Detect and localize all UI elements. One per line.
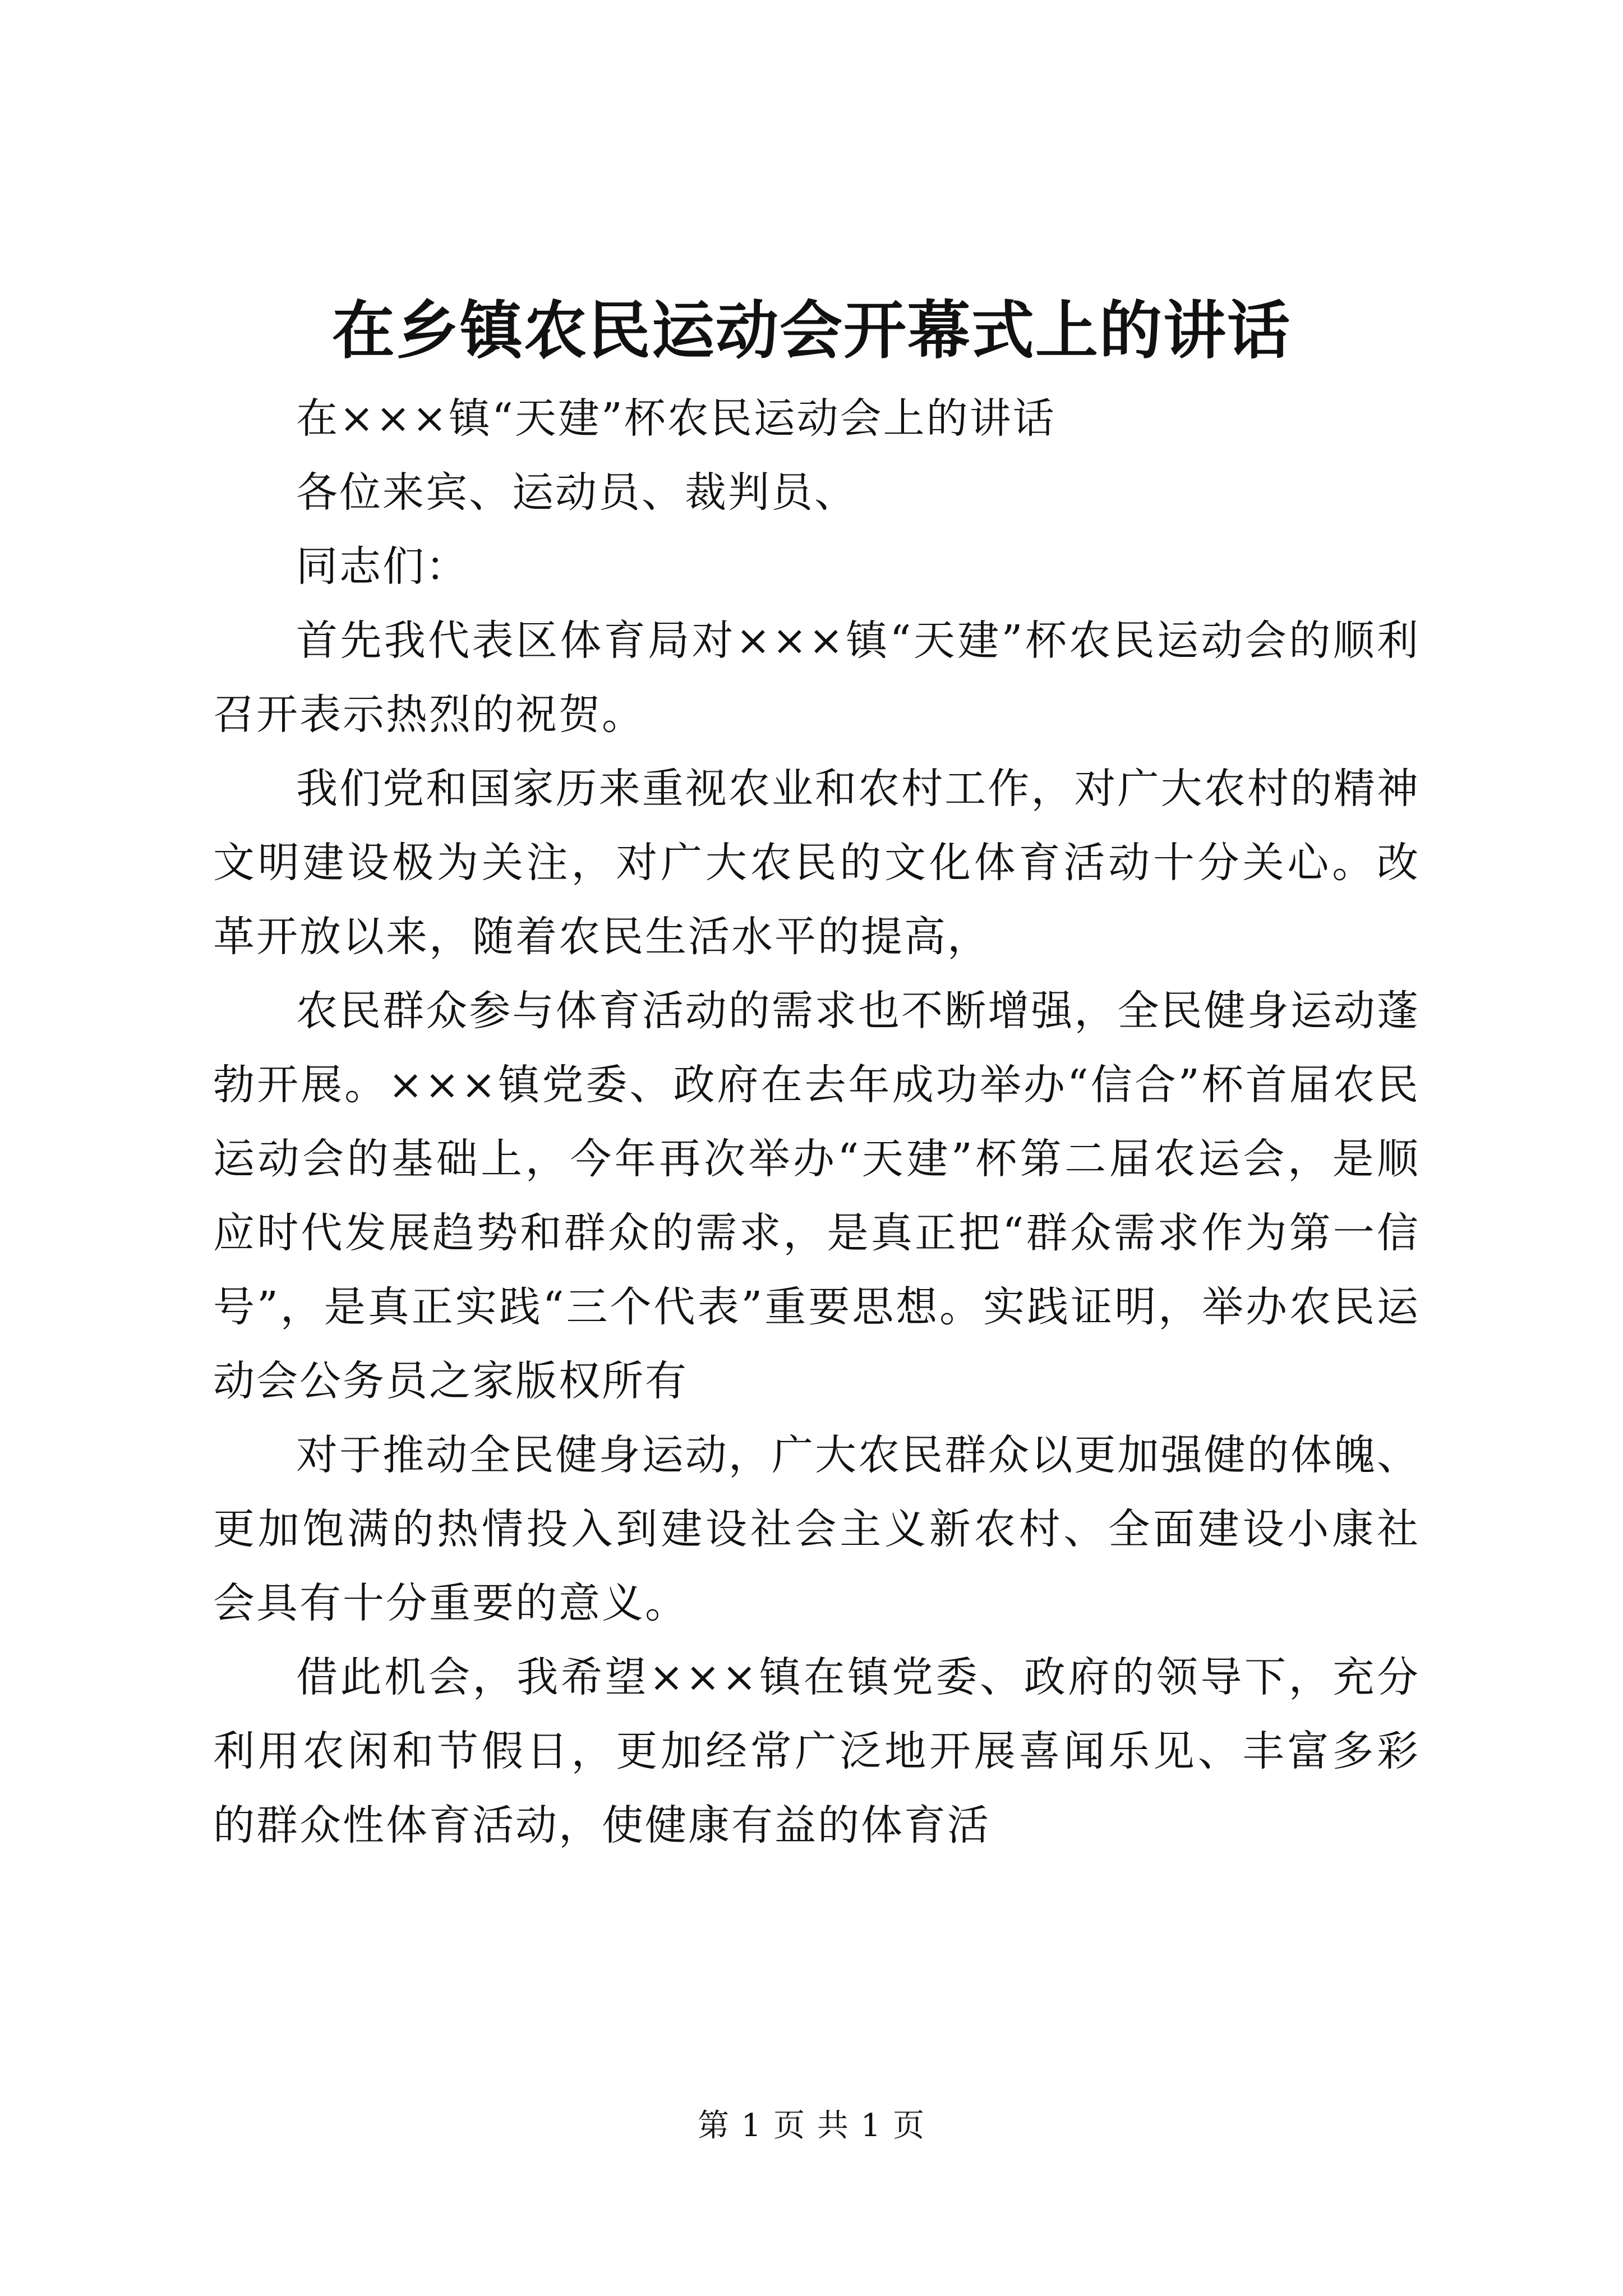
paragraph-demand: 农民群众参与体育活动的需求也不断增强，全民健身运动蓬勃开展。×××镇党委、政府在去年成功举办“信合”杯首届农民运动会的基础上，今年再次举办“天建”杯第二届农运会，是顺应时代发展趋势和群众的需求，是真正把“群众需求作为第一信号”，是真正实践“三个代表”重要思想。实践证明，举办农民运动会公务员之家版权所有 xyxy=(213,987,1420,1405)
paragraph-significance: 对于推动全民健身运动，广大农民群众以更加强健的体魄、更加饱满的热情投入到建设社会主义新农村、全面建设小康社会具有十分重要的意义。 xyxy=(213,1431,1420,1627)
paragraph-subtitle: 在×××镇“天建”杯农民运动会上的讲话 xyxy=(296,394,1056,443)
page-footer: 第 1 页 共 1 页 xyxy=(697,2108,926,2144)
paragraph-salutation: 各位来宾、运动员、裁判员、 xyxy=(296,468,857,517)
paragraph-congratulations: 首先我代表区体育局对×××镇“天建”杯农民运动会的顺利召开表示热烈的祝贺。 xyxy=(213,616,1420,739)
document-title: 在乡镇农民运动会开幕式上的讲话 xyxy=(332,294,1291,367)
document-body xyxy=(213,381,1420,1862)
paragraph-salutation-comrades: 同志们： xyxy=(296,542,469,591)
paragraph-background: 我们党和国家历来重视农业和农村工作，对广大农村的精神文明建设极为关注，对广大农民的文化体育活动十分关心。改革开放以来，随着农民生活水平的提高， xyxy=(213,765,1420,961)
paragraph-hope: 借此机会，我希望×××镇在镇党委、政府的领导下，充分利用农闲和节假日，更加经常广泛地开展喜闻乐见、丰富多彩的群众性体育活动，使健康有益的体育活 xyxy=(213,1653,1420,1849)
